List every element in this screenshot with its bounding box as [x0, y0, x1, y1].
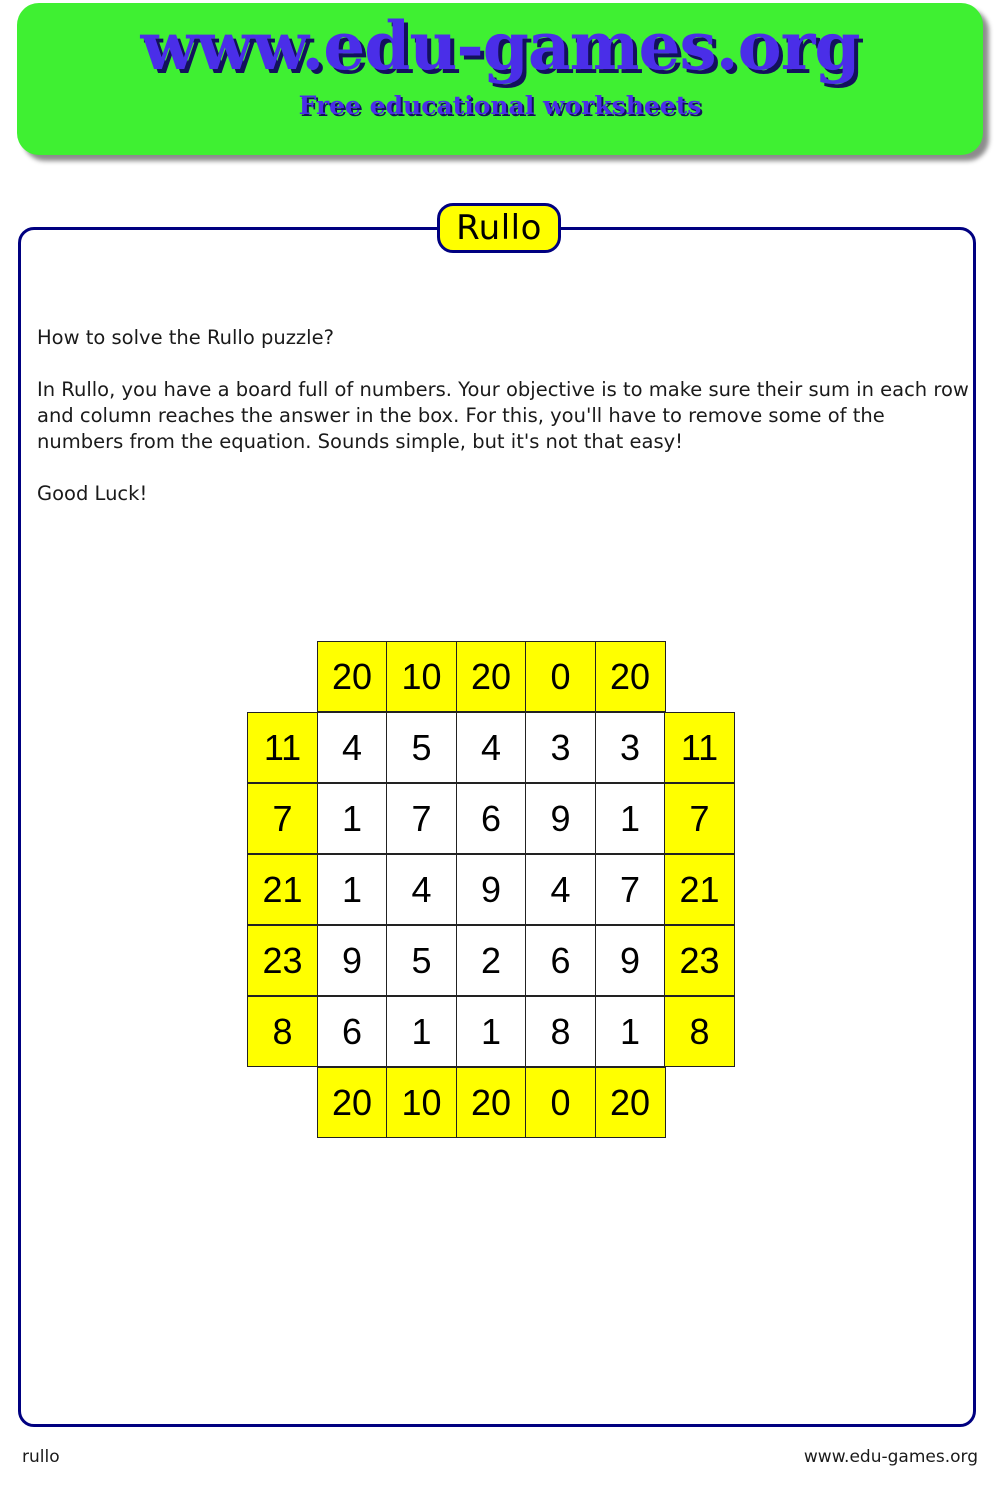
- row-sum-right-1: 11: [664, 712, 735, 783]
- column-sum-top-5: 20: [595, 641, 666, 712]
- instructions-body: In Rullo, you have a board full of numbers. Your objective is to make sure their sum in each row and column reaches the answer in the box. For this, you'll have to remove some of the numbers from the equation. Sounds simple, but it's not that easy!: [37, 378, 969, 453]
- worksheet-title-badge: Rullo: [437, 203, 561, 253]
- puzzle-cell-r1c2[interactable]: 5: [386, 712, 457, 783]
- puzzle-row: [247, 712, 734, 783]
- puzzle-cell-r5c5[interactable]: 1: [595, 996, 666, 1067]
- puzzle-cell-r3c4[interactable]: 4: [525, 854, 596, 925]
- puzzle-cell-r4c4[interactable]: 6: [525, 925, 596, 996]
- column-sums-bottom-row: [247, 1067, 734, 1138]
- row-sum-left-3: 21: [247, 854, 318, 925]
- row-sum-left-1: 11: [247, 712, 318, 783]
- puzzle-cell-r4c5[interactable]: 9: [595, 925, 666, 996]
- row-sum-right-5: 8: [664, 996, 735, 1067]
- column-sum-top-2: 10: [386, 641, 457, 712]
- puzzle-cell-r4c2[interactable]: 5: [386, 925, 457, 996]
- row-sum-right-3: 21: [664, 854, 735, 925]
- puzzle-cell-r3c5[interactable]: 7: [595, 854, 666, 925]
- puzzle-row: [247, 996, 734, 1067]
- instructions-block: [37, 325, 977, 507]
- puzzle-cell-r1c1[interactable]: 4: [317, 712, 388, 783]
- instructions-question: How to solve the Rullo puzzle?: [37, 326, 334, 349]
- row-sum-left-4: 23: [247, 925, 318, 996]
- puzzle-cell-r4c3[interactable]: 2: [456, 925, 527, 996]
- column-sum-top-3: 20: [456, 641, 527, 712]
- puzzle-cell-r3c1[interactable]: 1: [317, 854, 388, 925]
- puzzle-cell-r5c1[interactable]: 6: [317, 996, 388, 1067]
- puzzle-cell-r2c2[interactable]: 7: [386, 783, 457, 854]
- column-sum-bottom-2: 10: [386, 1067, 457, 1138]
- row-sum-right-4: 23: [664, 925, 735, 996]
- puzzle-cell-r5c3[interactable]: 1: [456, 996, 527, 1067]
- grid-corner-spacer: [247, 1067, 318, 1138]
- column-sum-bottom-3: 20: [456, 1067, 527, 1138]
- puzzle-cell-r2c4[interactable]: 9: [525, 783, 596, 854]
- puzzle-cell-r2c3[interactable]: 6: [456, 783, 527, 854]
- puzzle-row: [247, 783, 734, 854]
- column-sum-bottom-1: 20: [317, 1067, 388, 1138]
- puzzle-cell-r3c2[interactable]: 4: [386, 854, 457, 925]
- footer-worksheet-name: rullo: [22, 1447, 60, 1467]
- instructions-closing: Good Luck!: [37, 482, 148, 505]
- row-sum-left-2: 7: [247, 783, 318, 854]
- site-header-banner: [17, 3, 983, 155]
- footer-site-url: www.edu-games.org: [803, 1447, 978, 1467]
- puzzle-cell-r1c5[interactable]: 3: [595, 712, 666, 783]
- puzzle-cell-r2c1[interactable]: 1: [317, 783, 388, 854]
- puzzle-cell-r4c1[interactable]: 9: [317, 925, 388, 996]
- column-sum-top-1: 20: [317, 641, 388, 712]
- puzzle-cell-r5c2[interactable]: 1: [386, 996, 457, 1067]
- puzzle-cell-r1c4[interactable]: 3: [525, 712, 596, 783]
- row-sum-left-5: 8: [247, 996, 318, 1067]
- row-sum-right-2: 7: [664, 783, 735, 854]
- rullo-puzzle-grid: [247, 641, 734, 1138]
- column-sum-top-4: 0: [525, 641, 596, 712]
- grid-corner-spacer: [664, 641, 735, 712]
- column-sums-top-row: [247, 641, 734, 712]
- puzzle-cell-r5c4[interactable]: 8: [525, 996, 596, 1067]
- grid-corner-spacer: [664, 1067, 735, 1138]
- grid-corner-spacer: [247, 641, 318, 712]
- puzzle-cell-r3c3[interactable]: 9: [456, 854, 527, 925]
- puzzle-row: [247, 854, 734, 925]
- site-subtitle: Free educational worksheets: [298, 91, 702, 120]
- puzzle-cell-r2c5[interactable]: 1: [595, 783, 666, 854]
- column-sum-bottom-5: 20: [595, 1067, 666, 1138]
- puzzle-row: [247, 925, 734, 996]
- site-title: www.edu-games.org: [140, 7, 860, 85]
- column-sum-bottom-4: 0: [525, 1067, 596, 1138]
- puzzle-cell-r1c3[interactable]: 4: [456, 712, 527, 783]
- page-footer: [22, 1447, 978, 1467]
